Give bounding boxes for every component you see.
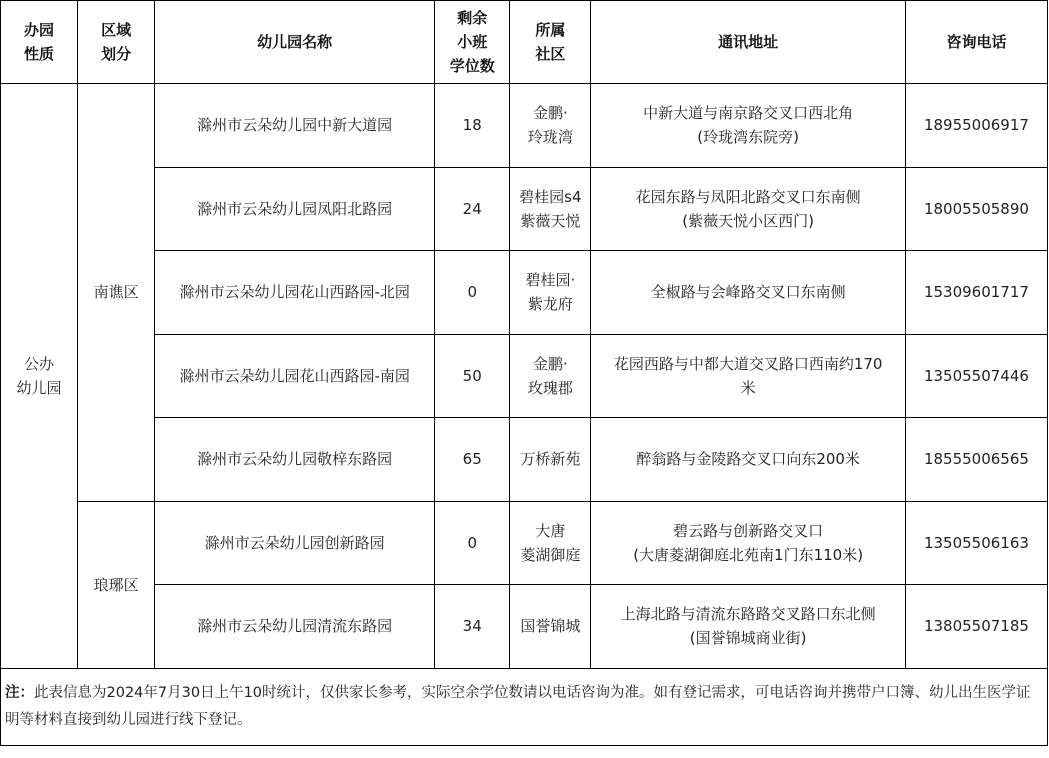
phone-cell: 13505506163 bbox=[905, 501, 1047, 585]
table-row bbox=[1, 585, 1048, 669]
community-cell: 国誉锦城 bbox=[510, 585, 591, 669]
table-row bbox=[1, 334, 1048, 418]
phone-cell: 18955006917 bbox=[905, 84, 1047, 168]
table-row bbox=[1, 167, 1048, 251]
seats-count: 50 bbox=[435, 334, 510, 418]
header-district: 区域 划分 bbox=[78, 1, 155, 84]
community-cell: 大唐 菱湖御庭 bbox=[510, 501, 591, 585]
table-row bbox=[1, 84, 1048, 168]
seats-count: 18 bbox=[435, 84, 510, 168]
kindergarten-name: 滁州市云朵幼儿园花山西路园-北园 bbox=[155, 251, 435, 335]
phone-cell: 18005505890 bbox=[905, 167, 1047, 251]
seats-count: 24 bbox=[435, 167, 510, 251]
seats-count: 65 bbox=[435, 418, 510, 502]
note-row bbox=[1, 668, 1048, 745]
kindergarten-name: 滁州市云朵幼儿园创新路园 bbox=[155, 501, 435, 585]
phone-cell: 13805507185 bbox=[905, 585, 1047, 669]
phone-cell: 13505507446 bbox=[905, 334, 1047, 418]
seats-count: 0 bbox=[435, 501, 510, 585]
district-cell: 南谯区 bbox=[78, 84, 155, 502]
community-cell: 碧桂园s4 紫薇天悦 bbox=[510, 167, 591, 251]
school-type-cell: 公办 幼儿园 bbox=[1, 84, 78, 669]
community-cell: 碧桂园· 紫龙府 bbox=[510, 251, 591, 335]
kindergarten-name: 滁州市云朵幼儿园清流东路园 bbox=[155, 585, 435, 669]
kindergarten-name: 滁州市云朵幼儿园敬梓东路园 bbox=[155, 418, 435, 502]
header-phone: 咨询电话 bbox=[905, 1, 1047, 84]
kindergarten-name: 滁州市云朵幼儿园中新大道园 bbox=[155, 84, 435, 168]
seats-count: 0 bbox=[435, 251, 510, 335]
header-row bbox=[1, 1, 1048, 84]
note-text: 此表信息为2024年7月30日上午10时统计，仅供家长参考，实际空余学位数请以电话咨询为准。如有登记需求，可电话咨询并携带户口簿、幼儿出生医学证明等材料直接到幼儿园进行线下登记。 bbox=[5, 684, 1031, 728]
address-cell: 醉翁路与金陵路交叉口向东200米 bbox=[591, 418, 906, 502]
address-cell: 中新大道与南京路交叉口西北角 (玲珑湾东院旁) bbox=[591, 84, 906, 168]
phone-cell: 18555006565 bbox=[905, 418, 1047, 502]
community-cell: 金鹏· 玲珑湾 bbox=[510, 84, 591, 168]
address-cell: 上海北路与清流东路路交叉路口东北侧 (国誉锦城商业街) bbox=[591, 585, 906, 669]
note-cell bbox=[1, 668, 1048, 745]
header-seats: 剩余 小班 学位数 bbox=[435, 1, 510, 84]
address-cell: 全椒路与会峰路交叉口东南侧 bbox=[591, 251, 906, 335]
community-cell: 金鹏· 玫瑰郡 bbox=[510, 334, 591, 418]
header-school-type: 办园 性质 bbox=[1, 1, 78, 84]
header-community: 所属 社区 bbox=[510, 1, 591, 84]
address-cell: 花园西路与中都大道交叉路口西南约170 米 bbox=[591, 334, 906, 418]
kindergarten-name: 滁州市云朵幼儿园凤阳北路园 bbox=[155, 167, 435, 251]
header-address: 通讯地址 bbox=[591, 1, 906, 84]
seats-count: 34 bbox=[435, 585, 510, 669]
table-row bbox=[1, 501, 1048, 585]
address-cell: 花园东路与凤阳北路交叉口东南侧 (紫薇天悦小区西门) bbox=[591, 167, 906, 251]
table-row bbox=[1, 251, 1048, 335]
kindergarten-name: 滁州市云朵幼儿园花山西路园-南园 bbox=[155, 334, 435, 418]
table-row bbox=[1, 418, 1048, 502]
district-cell: 琅琊区 bbox=[78, 501, 155, 668]
community-cell: 万桥新苑 bbox=[510, 418, 591, 502]
address-cell: 碧云路与创新路交叉口 (大唐菱湖御庭北苑南1门东110米) bbox=[591, 501, 906, 585]
note-label: 注： bbox=[5, 684, 34, 701]
phone-cell: 15309601717 bbox=[905, 251, 1047, 335]
header-name: 幼儿园名称 bbox=[155, 1, 435, 84]
